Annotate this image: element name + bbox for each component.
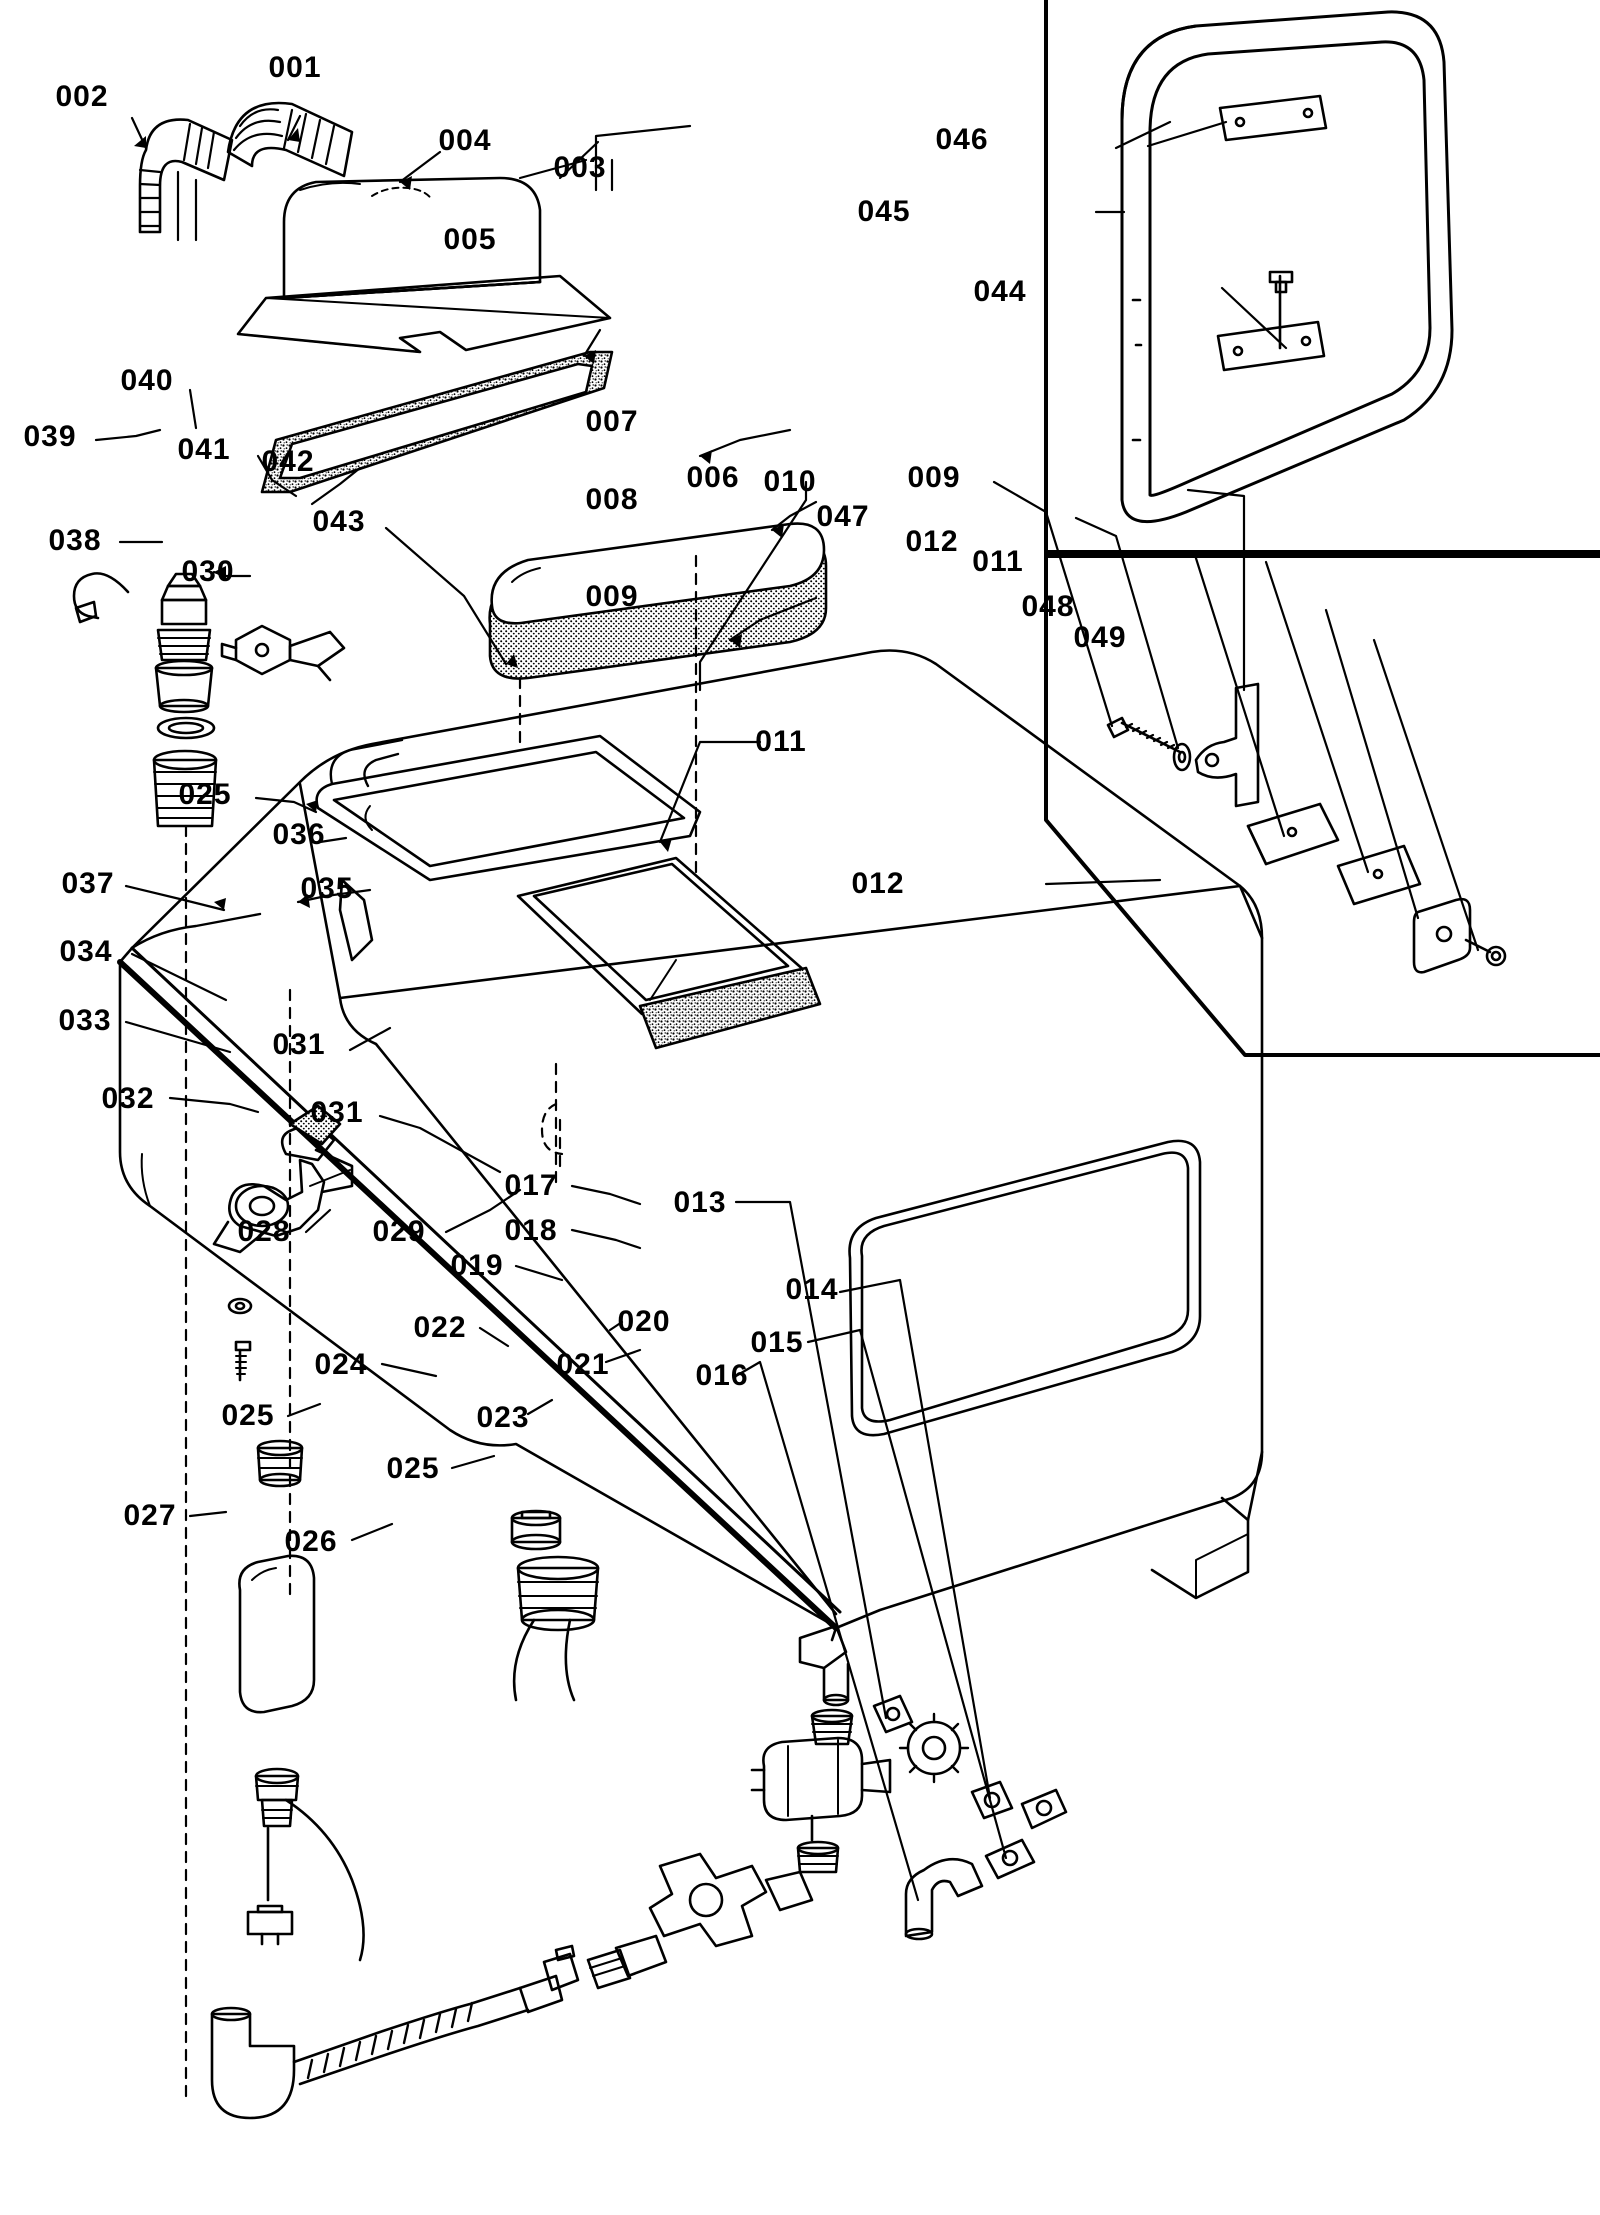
callout-010: 010 <box>763 465 817 498</box>
callout-007: 007 <box>585 405 639 438</box>
callout-025-b: 025 <box>386 1452 440 1485</box>
callout-025-c: 025 <box>178 778 232 811</box>
callout-012-main: 012 <box>851 867 905 900</box>
callout-029: 029 <box>372 1215 426 1248</box>
callout-004: 004 <box>438 124 492 157</box>
callout-015: 015 <box>750 1326 804 1359</box>
callout-003: 003 <box>553 151 607 184</box>
callout-022: 022 <box>413 1311 467 1344</box>
right-plumbing-cluster <box>588 1626 1066 1988</box>
callout-025-a: 025 <box>221 1399 275 1432</box>
callout-034: 034 <box>59 935 113 968</box>
callout-009-main: 009 <box>585 580 639 613</box>
callout-001: 001 <box>268 51 322 84</box>
callout-041: 041 <box>177 433 231 466</box>
callout-033: 033 <box>58 1004 112 1037</box>
callout-037: 037 <box>61 867 115 900</box>
center-plumbing <box>512 1511 598 1700</box>
small-hardware <box>229 1299 251 1380</box>
panel-dividers <box>1046 0 1600 1055</box>
callout-031-b: 031 <box>310 1096 364 1129</box>
callout-016: 016 <box>695 1359 749 1392</box>
callout-012-panel: 012 <box>905 525 959 558</box>
callout-024: 024 <box>314 1348 368 1381</box>
callout-036: 036 <box>272 818 326 851</box>
callout-049: 049 <box>1073 621 1127 654</box>
callout-014: 014 <box>785 1273 839 1306</box>
callout-043: 043 <box>312 505 366 538</box>
callout-044: 044 <box>973 275 1027 308</box>
callout-042: 042 <box>261 445 315 478</box>
handle-frame-subassembly <box>1122 12 1452 522</box>
callout-045: 045 <box>857 195 911 228</box>
callout-020: 020 <box>617 1305 671 1338</box>
callout-021: 021 <box>556 1348 610 1381</box>
callout-013: 013 <box>673 1186 727 1219</box>
callout-011-panel: 011 <box>972 545 1024 578</box>
callout-002: 002 <box>55 80 109 113</box>
callout-028: 028 <box>237 1215 291 1248</box>
callout-035: 035 <box>300 872 354 905</box>
callout-008: 008 <box>585 483 639 516</box>
hopper-body <box>120 556 1262 2100</box>
callout-038: 038 <box>48 524 102 557</box>
callout-011-main: 011 <box>755 725 807 758</box>
callout-026: 026 <box>284 1525 338 1558</box>
callout-006: 006 <box>686 461 740 494</box>
callout-046: 046 <box>935 123 989 156</box>
callout-039: 039 <box>23 420 77 453</box>
callout-032: 032 <box>101 1082 155 1115</box>
callout-027: 027 <box>123 1499 177 1532</box>
latch-hardware-subassembly <box>1108 684 1505 972</box>
callout-048: 048 <box>1021 590 1075 623</box>
callout-031-a: 031 <box>272 1028 326 1061</box>
callout-018: 018 <box>504 1214 558 1247</box>
callout-005: 005 <box>443 223 497 256</box>
callout-009-panel: 009 <box>907 461 961 494</box>
callout-040: 040 <box>120 364 174 397</box>
callout-023: 023 <box>476 1401 530 1434</box>
callout-047: 047 <box>816 500 870 533</box>
callout-017: 017 <box>504 1169 558 1202</box>
callout-030: 030 <box>181 555 235 588</box>
callout-019: 019 <box>450 1249 504 1282</box>
